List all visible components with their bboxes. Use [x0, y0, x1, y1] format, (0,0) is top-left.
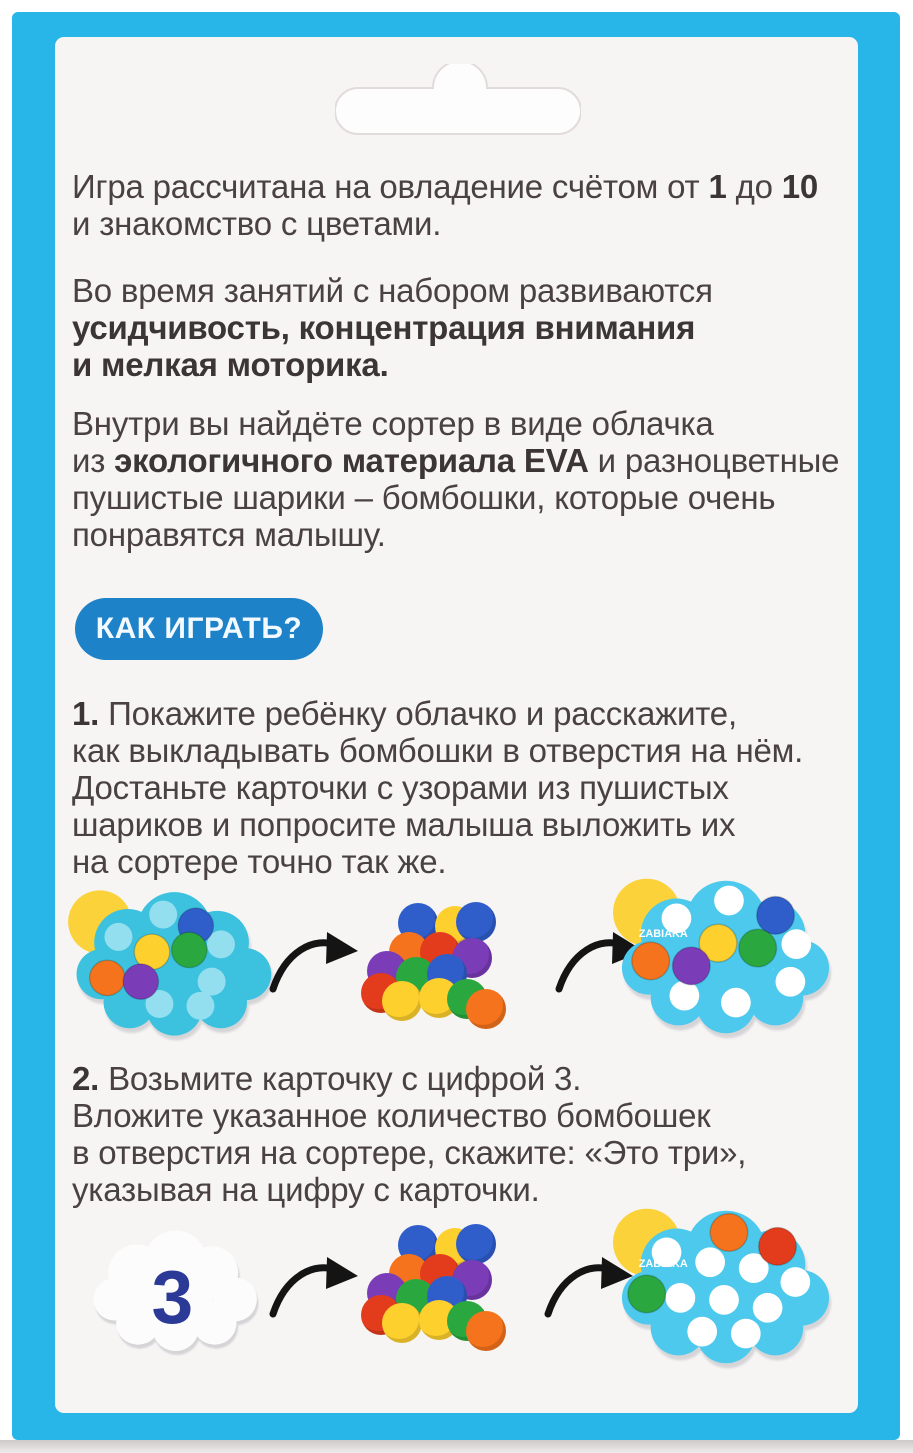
paragraph-step-2: 2. Возьмите карточку с цифрой 3. Вложите указанное количество бомбошек в отверстия на сортере, скажите: «Это три», указывая на цифру с карточки.: [72, 1060, 747, 1208]
zabiaka-logo: ZABIAKA: [638, 1258, 688, 1271]
cloud-sorter-result-illustration: [615, 875, 833, 1037]
cloud-sorter-filled-illustration: [70, 887, 275, 1039]
zabiaka-logo: ZABIAKA: [638, 928, 688, 941]
euro-hang-slot: [335, 64, 581, 138]
paragraph-inside-box: Внутри вы найдёте сортер в виде облачка из экологичного материала EVA и разноцветные пушистые шарики – бомбошки, которые очень понравятся малышу.: [72, 405, 840, 553]
card-digit: 3: [151, 1254, 194, 1339]
pompom-cluster-illustration: [343, 1217, 513, 1357]
paragraph-develops: Во время занятий с набором развиваются усидчивость, концентрация внимания и мелкая моторика.: [72, 272, 713, 383]
how-to-play-badge: КАК ИГРАТЬ?: [75, 598, 323, 660]
pompom-orange: [466, 1311, 506, 1351]
paragraph-step-1: 1. Покажите ребёнку облачко и расскажите, как выкладывать бомбошки в отверстия на нём. Достаньте карточки с узорами из пушистых шариков и попросите малыша выложить их на сортере точно так же.: [72, 695, 804, 880]
cloud-sorter-three-illustration: [615, 1202, 833, 1370]
pompom-blue: [456, 902, 496, 942]
card-bottom-shadow: [0, 1440, 913, 1453]
pompom-blue: [456, 1224, 496, 1264]
instruction-card: [55, 37, 858, 1413]
pompom-orange: [466, 989, 506, 1029]
pompom-yellow: [382, 1303, 422, 1343]
pompom-cluster-illustration: [343, 895, 513, 1035]
pompom-yellow: [382, 981, 422, 1021]
number-card-3: [88, 1225, 260, 1355]
paragraph-intro: Игра рассчитана на овладение счётом от 1 до 10 и знакомство с цветами.: [72, 168, 819, 242]
